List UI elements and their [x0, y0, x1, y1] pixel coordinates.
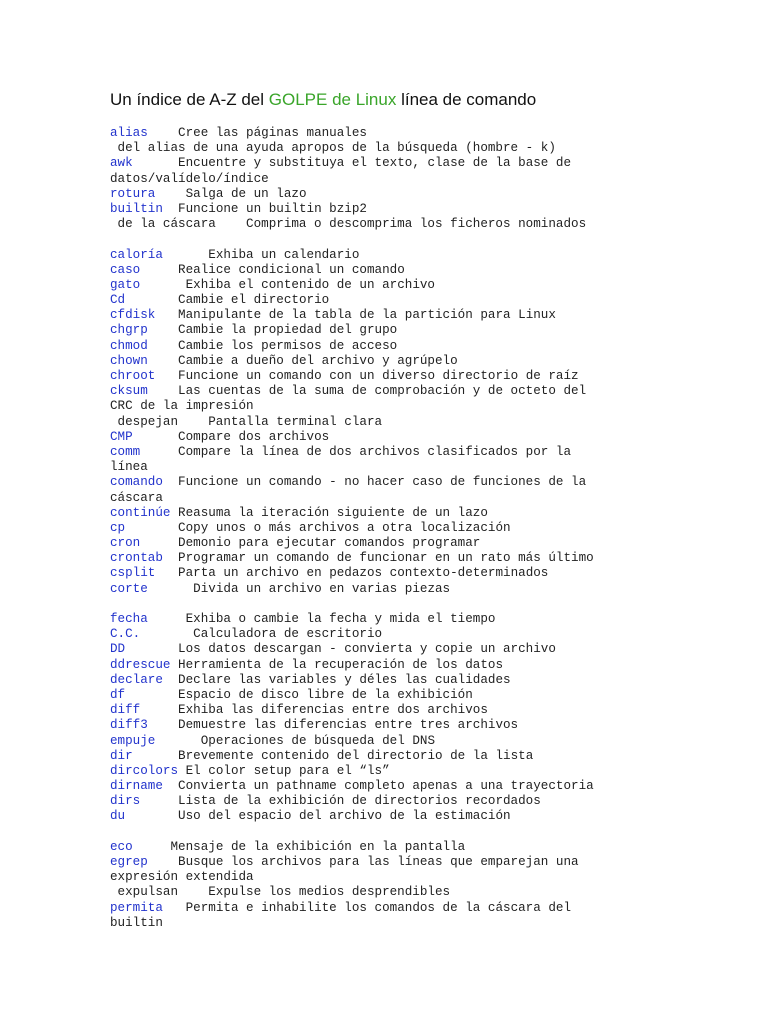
command-description: Demuestre las diferencias entre tres archivos [178, 718, 519, 733]
command-entry [110, 172, 760, 187]
command-name: caloría [110, 247, 163, 262]
command-spacer [140, 536, 178, 550]
command-description: Calculadora de escritorio [193, 627, 383, 642]
command-spacer [125, 642, 178, 656]
command-name: awk [110, 156, 133, 171]
command-description: Exhiba un calendario [208, 247, 360, 262]
command-entry [110, 840, 760, 855]
command-entry [110, 794, 760, 809]
command-description: Las cuentas de la suma de comprobación y de octeto del [178, 384, 587, 399]
command-name: dir [110, 748, 133, 763]
command-spacer [125, 688, 178, 702]
command-spacer [155, 734, 200, 748]
command-description: Operaciones de búsqueda del DNS [200, 733, 436, 748]
command-entry [110, 354, 760, 369]
command-name: alias [110, 126, 148, 140]
command-description: Cambie a dueño del archivo y agrúpelo [178, 353, 458, 368]
command-spacer [125, 521, 178, 535]
command-name: df [110, 687, 126, 702]
command-name: du [110, 809, 126, 824]
command-entry [110, 369, 760, 384]
command-name: chroot [110, 369, 156, 383]
command-spacer [148, 339, 178, 353]
command-spacer [148, 855, 178, 869]
command-name: dirname [110, 779, 163, 794]
command-description: Exhiba el contenido de un archivo [185, 277, 435, 292]
command-description: Cambie los permisos de acceso [178, 338, 398, 353]
command-spacer [140, 263, 178, 277]
command-spacer [133, 430, 178, 444]
command-spacer [133, 840, 171, 854]
command-spacer [140, 703, 178, 717]
command-name: C.C. [110, 627, 141, 642]
command-entry [110, 901, 760, 916]
command-name: continúe [110, 505, 171, 520]
command-spacer [140, 627, 193, 641]
command-description: Programar un comando de funcionar en un rato más último [178, 551, 594, 566]
command-entry [110, 491, 760, 506]
command-name: builtin [110, 201, 163, 216]
command-entry [110, 764, 760, 779]
command-name: fecha [110, 612, 148, 626]
command-spacer [155, 187, 185, 201]
command-spacer [140, 445, 178, 459]
command-name: ddrescue [110, 657, 171, 672]
command-entry [110, 308, 760, 323]
command-name: comm [110, 444, 141, 459]
command-entry [110, 293, 760, 308]
command-name: egrep [110, 855, 148, 869]
command-description: despejan Pantalla terminal clara [110, 414, 383, 429]
command-description: Divida un archivo en varias piezas [193, 581, 451, 596]
command-description: Herramienta de la recuperación de los datos [178, 657, 504, 672]
command-entry [110, 202, 760, 217]
command-description: Los datos descargan - convierta y copie un archivo [178, 642, 556, 657]
command-name: eco [110, 839, 133, 854]
blank-line [110, 825, 760, 840]
command-spacer [178, 764, 186, 778]
command-entry [110, 323, 760, 338]
command-name: comando [110, 475, 163, 490]
command-description: Reasuma la iteración siguiente de un lazo [178, 505, 488, 520]
command-description: del alias de una ayuda apropos de la búsqueda (hombre - k) [110, 141, 556, 156]
command-entry [110, 885, 760, 900]
command-description: datos/valídelo/índice [110, 171, 269, 186]
command-spacer [148, 612, 186, 626]
command-spacer [148, 126, 178, 140]
command-name: csplit [110, 566, 156, 581]
command-entry [110, 582, 760, 597]
command-spacer [148, 582, 193, 596]
command-description: Espacio de disco libre de la exhibición [178, 687, 473, 702]
command-spacer [170, 658, 178, 672]
command-description: expulsan Expulse los medios desprendibles [110, 885, 451, 900]
page-title [110, 89, 536, 111]
command-spacer [155, 308, 178, 322]
command-spacer [170, 506, 178, 520]
command-spacer [133, 156, 178, 170]
command-description: Busque los archivos para las líneas que emparejan una [178, 855, 579, 869]
command-spacer [155, 566, 178, 580]
command-description: Funcione un comando con un diverso directorio de raíz [178, 369, 579, 383]
command-name: declare [110, 672, 163, 687]
command-entry [110, 126, 760, 141]
command-entry [110, 339, 760, 354]
command-name: corte [110, 581, 148, 596]
command-spacer [140, 794, 178, 808]
command-spacer [163, 673, 178, 687]
command-description: Mensaje de la exhibición en la pantalla [170, 839, 466, 854]
command-entry [110, 703, 760, 718]
command-description: línea [110, 460, 148, 475]
command-spacer [148, 384, 178, 398]
command-description: Parta un archivo en pedazos contexto-determinados [178, 566, 549, 581]
command-entry [110, 248, 760, 263]
command-spacer [155, 369, 178, 383]
command-entry [110, 612, 760, 627]
command-spacer [163, 551, 178, 565]
command-entry [110, 536, 760, 551]
command-description: Convierta un pathname completo apenas a una trayectoria [178, 779, 594, 794]
command-spacer [125, 809, 178, 823]
command-entry [110, 551, 760, 566]
command-description: Manipulante de la tabla de la partición para Linux [178, 308, 556, 323]
command-entry [110, 870, 760, 885]
command-entry [110, 278, 760, 293]
command-name: dirs [110, 794, 141, 809]
command-description: expresión extendida [110, 870, 254, 885]
command-entry [110, 779, 760, 794]
blank-line [110, 597, 760, 612]
command-name: crontab [110, 551, 163, 566]
command-description: Compare la línea de dos archivos clasificados por la [178, 444, 572, 459]
command-name: diff [110, 703, 141, 718]
command-description: Copy unos o más archivos a otra localización [178, 520, 511, 535]
command-spacer [148, 718, 178, 732]
command-description: Cambie la propiedad del grupo [178, 323, 398, 338]
command-name: CMP [110, 429, 133, 444]
command-name: gato [110, 277, 141, 292]
command-description: builtin [110, 915, 163, 930]
command-name: Cd [110, 293, 126, 308]
command-name: DD [110, 642, 126, 657]
command-entry [110, 658, 760, 673]
command-entry [110, 217, 760, 232]
command-entry [110, 475, 760, 490]
command-entry [110, 673, 760, 688]
command-name: chown [110, 353, 148, 368]
command-description: Compare dos archivos [178, 429, 330, 444]
command-entry [110, 718, 760, 733]
command-spacer [163, 248, 208, 262]
command-description: Permita e inhabilite los comandos de la cáscara del [185, 900, 572, 915]
command-entry [110, 855, 760, 870]
title-highlight: GOLPE de Linux [268, 90, 397, 109]
command-entry [110, 460, 760, 475]
command-spacer [125, 293, 178, 307]
command-description: Realice condicional un comando [178, 262, 405, 277]
command-description: Uso del espacio del archivo de la estimación [178, 809, 511, 824]
command-description: Cree las páginas manuales [178, 126, 367, 140]
title-suffix: línea de comando [396, 90, 537, 109]
command-description: El color setup para el “ls” [185, 763, 390, 778]
command-name: cp [110, 520, 126, 535]
command-entry [110, 445, 760, 460]
command-description: Encuentre y substituya el texto, clase de la base de [178, 156, 572, 171]
command-entry [110, 734, 760, 749]
command-entry [110, 187, 760, 202]
command-entry [110, 916, 760, 931]
blank-line [110, 232, 760, 247]
command-description: CRC de la impresión [110, 399, 254, 414]
command-entry [110, 506, 760, 521]
command-name: cron [110, 536, 141, 551]
command-name: rotura [110, 186, 156, 201]
command-entry [110, 399, 760, 414]
command-description: cáscara [110, 490, 163, 505]
command-description: Demonio para ejecutar comandos programar [178, 536, 481, 551]
command-entry [110, 521, 760, 536]
command-spacer [140, 278, 185, 292]
command-description: Salga de un lazo [185, 186, 307, 201]
command-entry [110, 156, 760, 171]
command-name: cfdisk [110, 308, 156, 323]
command-name: permita [110, 900, 163, 915]
command-description: Declare las variables y déles las cualidades [178, 672, 511, 687]
command-description: de la cáscara Comprima o descomprima los ficheros nominados [110, 217, 587, 232]
command-spacer [163, 901, 186, 915]
command-description: Lista de la exhibición de directorios recordados [178, 794, 541, 809]
command-spacer [163, 202, 178, 216]
command-name: cksum [110, 384, 148, 399]
command-list [110, 126, 760, 931]
command-name: empuje [110, 733, 156, 748]
command-entry [110, 384, 760, 399]
command-spacer [163, 475, 178, 489]
command-description: Brevemente contenido del directorio de la lista [178, 748, 534, 763]
command-name: chgrp [110, 323, 148, 338]
command-description: Exhiba o cambie la fecha y mida el tiempo [185, 612, 496, 626]
command-spacer [163, 779, 178, 793]
command-description: Cambie el directorio [178, 293, 330, 308]
command-spacer [133, 749, 178, 763]
command-entry [110, 749, 760, 764]
command-entry [110, 627, 760, 642]
command-description: Funcione un comando - no hacer caso de funciones de la [178, 475, 587, 490]
command-spacer [148, 354, 178, 368]
command-spacer [148, 323, 178, 337]
command-entry [110, 430, 760, 445]
command-entry [110, 415, 760, 430]
title-prefix: Un índice de A-Z del [110, 90, 269, 109]
command-description: Exhiba las diferencias entre dos archivos [178, 703, 488, 718]
command-name: dircolors [110, 763, 179, 778]
command-name: chmod [110, 338, 148, 353]
command-entry [110, 263, 760, 278]
command-entry [110, 141, 760, 156]
command-entry [110, 809, 760, 824]
command-entry [110, 642, 760, 657]
command-description: Funcione un builtin bzip2 [178, 201, 367, 216]
command-name: caso [110, 262, 141, 277]
command-entry [110, 566, 760, 581]
command-entry [110, 688, 760, 703]
command-name: diff3 [110, 718, 148, 733]
